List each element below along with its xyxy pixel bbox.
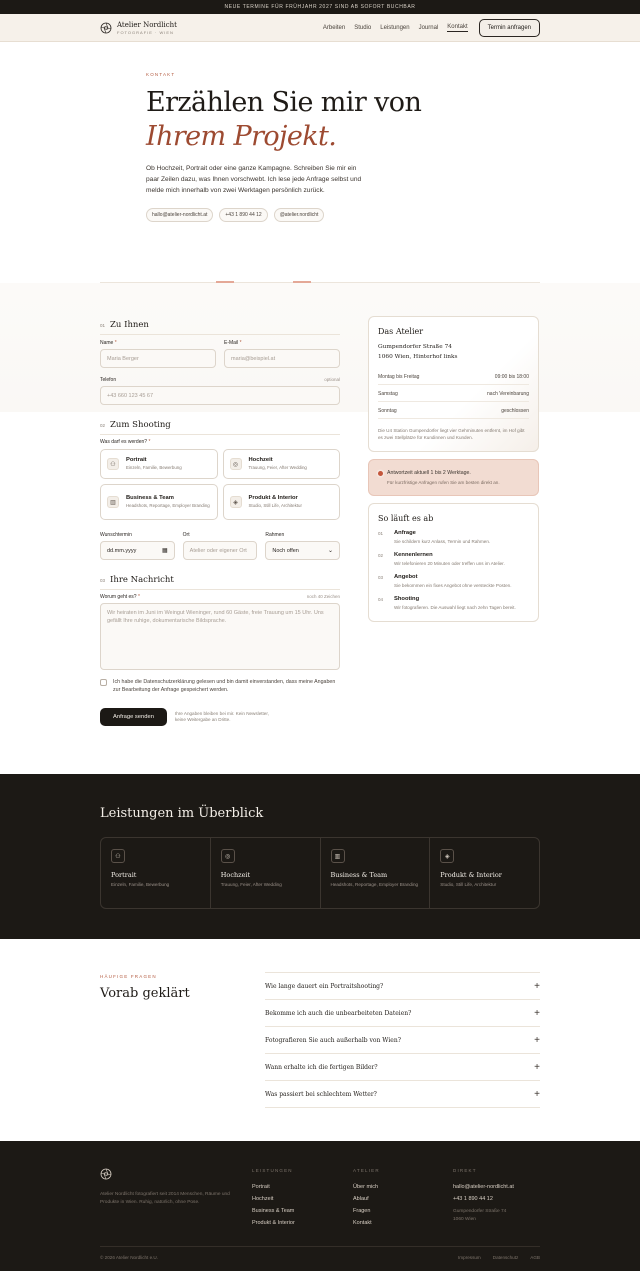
site-header (0, 14, 640, 42)
section-number: 02 (100, 423, 106, 428)
copyright: © 2026 Atelier Nordlicht e.U. (100, 1255, 159, 1260)
sidebar (368, 316, 539, 622)
section-header-about-you (100, 320, 340, 335)
date-field[interactable]: dd.mm.yyyy ▦ (100, 541, 175, 560)
person-icon: ⚇ (111, 849, 125, 863)
process-step: 03 Angebot Sie bekommen ein fixes Angebot ohne versteckte Posten. (378, 574, 512, 588)
process-step: 01 Anfrage Sie schildern kurz Anlass, Termin und Rahmen. (378, 530, 491, 544)
services-grid (100, 837, 540, 909)
footer-phone-link[interactable]: +43 1 890 44 12 (453, 1196, 493, 1202)
building-icon: ▥ (107, 496, 119, 508)
date-label: Wunschtermin (100, 532, 132, 538)
plus-icon: + (534, 1061, 540, 1073)
section-number: 03 (100, 578, 106, 583)
hours-row: Montag bis Freitag 09:00 bis 18:00 (378, 368, 529, 385)
footer-address: Gumpendorfer Straße 74 1060 Wien (453, 1209, 507, 1222)
plus-icon: + (534, 1007, 540, 1019)
legal-link-datenschutz[interactable]: Datenschutz (492, 1255, 519, 1260)
footer-link[interactable]: Portrait (252, 1184, 270, 1190)
place-label: Ort (182, 532, 190, 538)
legal-links (458, 1255, 540, 1260)
brand-tagline: FOTOGRAFIE · WIEN (117, 29, 174, 35)
char-counter: noch 40 Zeichen (306, 594, 340, 599)
aperture-logo-icon (100, 22, 112, 34)
consent-row (100, 678, 340, 694)
service-portrait[interactable]: ⚇ Portrait Einzeln, Familie, Bewerbung (101, 838, 211, 908)
hours-row: Samstag nach Vereinbarung (378, 385, 529, 402)
nav-kontakt[interactable]: Kontakt (447, 23, 468, 30)
scope-select[interactable]: Noch offen ⌄ (265, 541, 340, 560)
footer-email-link[interactable]: hallo@atelier-nordlicht.at (453, 1184, 514, 1190)
submit-button[interactable]: Anfrage senden (100, 708, 167, 726)
privacy-note: Ihre Angaben bleiben bei mir. Kein Newsletter, keine Weitergabe an Dritte. (174, 710, 269, 722)
faq-item[interactable]: Wie lange dauert ein Portraitshooting? + (265, 973, 540, 1000)
plus-icon: + (534, 980, 540, 992)
footer-col-direct: DIREKT hallo@atelier-nordlicht.at +43 1 890 44 12 Gumpendorfer Straße 74 1060 Wien (453, 1168, 514, 1222)
process-step: 02 Kennenlernen Wir telefonieren 20 Minuten oder treffen uns im Atelier. (378, 552, 505, 566)
footer-col-services: LEISTUNGEN Portrait Hochzeit Business & Team Produkt & Interior (252, 1168, 295, 1229)
instagram-chip[interactable]: @atelier.nordlicht (274, 208, 325, 222)
faq-section (0, 939, 640, 1141)
nav-journal[interactable]: Journal (418, 24, 439, 31)
option-portrait[interactable]: ⚇ Portrait Einzeln, Familie, Bewerbung (100, 449, 218, 479)
section-header-message (100, 575, 340, 590)
message-textarea[interactable]: Wir heiraten im Juni im Weingut Wieninger, rund 60 Gäste, freie Trauung um 15 Uhr. Uns gefällt Ihre ruhige, dokumentarische Bildsprache. (100, 603, 340, 670)
faq-item[interactable]: Was passiert bei schlechtem Wetter? + (265, 1081, 540, 1108)
process-title: So läuft es ab (378, 514, 434, 523)
phone-label: Telefon optional (100, 377, 340, 383)
section-title: Zu Ihnen (110, 320, 149, 330)
footer-link[interactable]: Ablauf (353, 1196, 369, 1202)
section-header-shooting (100, 420, 340, 435)
phone-field[interactable]: +43 660 123 45 67 (100, 386, 340, 405)
aperture-logo-icon[interactable] (100, 1168, 112, 1180)
hero-title-accent: Ihrem Projekt. (146, 121, 337, 152)
legal-link-agb[interactable]: AGB (530, 1255, 540, 1260)
service-produkt[interactable]: ◈ Produkt & Interior Studio, Still Life, Architektur (430, 838, 539, 908)
option-produkt[interactable]: ◈ Produkt & Interior Studio, Still Life, Architektur (223, 484, 341, 520)
section-number: 01 (100, 323, 106, 328)
contact-chips (146, 208, 494, 222)
brand-name: Atelier Nordlicht (117, 20, 177, 29)
hero (0, 42, 640, 283)
rings-icon: ◎ (221, 849, 235, 863)
scope-label: Rahmen (265, 532, 285, 538)
hero-eyebrow: KONTAKT (146, 72, 176, 77)
services-overview (0, 774, 640, 939)
calendar-icon: ▦ (162, 548, 168, 554)
status-subtext: Für kurzfristige Anfragen rufen Sie am besten direkt an. (387, 480, 500, 485)
legal-link-impressum[interactable]: Impressum (458, 1255, 481, 1260)
faq-item[interactable]: Fotografieren Sie auch außerhalb von Wien? + (265, 1027, 540, 1054)
faq-list (265, 972, 540, 1108)
status-text: Antwortzeit aktuell 1 bis 2 Werktage. (387, 470, 471, 476)
name-field[interactable]: Maria Berger (100, 349, 216, 368)
atelier-card (368, 316, 539, 452)
consent-text: Ich habe die Datenschutzerklärung gelesen und bin damit einverstanden, dass meine Angaben zur Bearbeitung der Anfrage gespeichert werden. (113, 679, 336, 693)
inquiry-form (100, 320, 340, 726)
message-label: Worum geht es? * noch 40 Zeichen (100, 594, 340, 600)
box-icon: ◈ (230, 496, 242, 508)
atelier-title: Das Atelier (378, 327, 424, 336)
response-time-card (368, 459, 539, 496)
faq-title: Vorab geklärt (100, 986, 190, 1001)
opening-hours (378, 368, 529, 419)
box-icon: ◈ (440, 849, 454, 863)
footer-link[interactable]: Fragen (353, 1208, 371, 1214)
phone-chip[interactable]: +43 1 890 44 12 (219, 208, 267, 222)
address: Gumpendorfer Straße 74 1060 Wien, Hinterhof links (378, 344, 458, 360)
services-title: Leistungen im Überblick (100, 806, 264, 821)
email-chip[interactable]: hallo@atelier-nordlicht.at (146, 208, 213, 222)
faq-item[interactable]: Bekomme ich auch die unbearbeiteten Dateien? + (265, 1000, 540, 1027)
directions-note: Die U4 Station Gumpendorfer liegt vier Gehminuten entfernt, im Hof gibt es zwei Stellplätze für Kundinnen und Kunden. (378, 428, 525, 440)
shooting-type-options (100, 449, 340, 520)
logo[interactable] (100, 21, 177, 35)
footer-col-atelier: ATELIER Über mich Ablauf Fragen Kontakt (353, 1168, 380, 1229)
plus-icon: + (534, 1088, 540, 1100)
email-label: E-Mail * (224, 340, 242, 346)
plus-icon: + (534, 1034, 540, 1046)
book-appointment-button[interactable]: Termin anfragen (479, 19, 540, 37)
footer-bottom (100, 1246, 540, 1260)
section-title: Ihre Nachricht (110, 575, 174, 585)
site-footer (0, 1141, 640, 1271)
process-step: 04 Shooting Wir fotografieren. Die Auswahl liegt nach zehn Tagen bereit. (378, 596, 516, 610)
contact-section (0, 283, 640, 773)
footer-link[interactable]: Über mich (353, 1184, 379, 1190)
footer-link[interactable]: Business & Team (252, 1208, 295, 1214)
option-business[interactable]: ▥ Business & Team Headshots, Reportage, Employer Branding (100, 484, 218, 520)
name-label: Name * (100, 340, 117, 346)
footer-link[interactable]: Produkt & Interior (252, 1220, 295, 1226)
announcement-bar (0, 0, 640, 14)
status-dot-icon (378, 471, 383, 476)
email-field[interactable]: maria@beispiel.at (224, 349, 340, 368)
person-icon: ⚇ (107, 458, 119, 470)
faq-item[interactable]: Wann erhalte ich die fertigen Bilder? + (265, 1054, 540, 1081)
hero-title: Erzählen Sie mir von (146, 87, 422, 118)
footer-about: Atelier Nordlicht fotografiert seit 2014 Menschen, Räume und Produkte in Wien. Ruhig, natürlich, ohne Pose. (100, 1192, 230, 1205)
service-hochzeit[interactable]: ◎ Hochzeit Trauung, Feier, After Wedding (211, 838, 321, 908)
announcement-text: NEUE TERMINE FÜR FRÜHJAHR 2027 SIND AB SOFORT BUCHBAR (224, 4, 416, 10)
nav-studio[interactable]: Studio (354, 24, 372, 31)
nav-arbeiten[interactable]: Arbeiten (322, 24, 346, 31)
option-hochzeit[interactable]: ◎ Hochzeit Trauung, Feier, After Wedding (223, 449, 341, 479)
hours-row: Sonntag geschlossen (378, 402, 529, 419)
process-card (368, 503, 539, 622)
section-title: Zum Shooting (110, 420, 171, 430)
main-nav (323, 19, 540, 37)
footer-link[interactable]: Hochzeit (252, 1196, 274, 1202)
consent-checkbox[interactable] (100, 679, 107, 686)
footer-link[interactable]: Kontakt (353, 1220, 372, 1226)
faq-eyebrow: HÄUFIGE FRAGEN (100, 974, 157, 979)
nav-leistungen[interactable]: Leistungen (380, 24, 410, 31)
building-icon: ▥ (331, 849, 345, 863)
place-field[interactable]: Atelier oder eigener Ort (183, 541, 258, 560)
chevron-down-icon: ⌄ (327, 548, 334, 554)
hero-lead: Ob Hochzeit, Portrait oder eine ganze Kampagne. Schreiben Sie mir ein paar Zeilen dazu, was Ihnen vorschwebt. Ich lese jede Anfrage selbst und melde mich innerhalb von zwei Werktagen persönlich zurück. (146, 165, 362, 194)
rings-icon: ◎ (230, 458, 242, 470)
type-label: Was darf es werden? * (100, 439, 151, 445)
service-business[interactable]: ▥ Business & Team Headshots, Reportage, Employer Branding (321, 838, 431, 908)
